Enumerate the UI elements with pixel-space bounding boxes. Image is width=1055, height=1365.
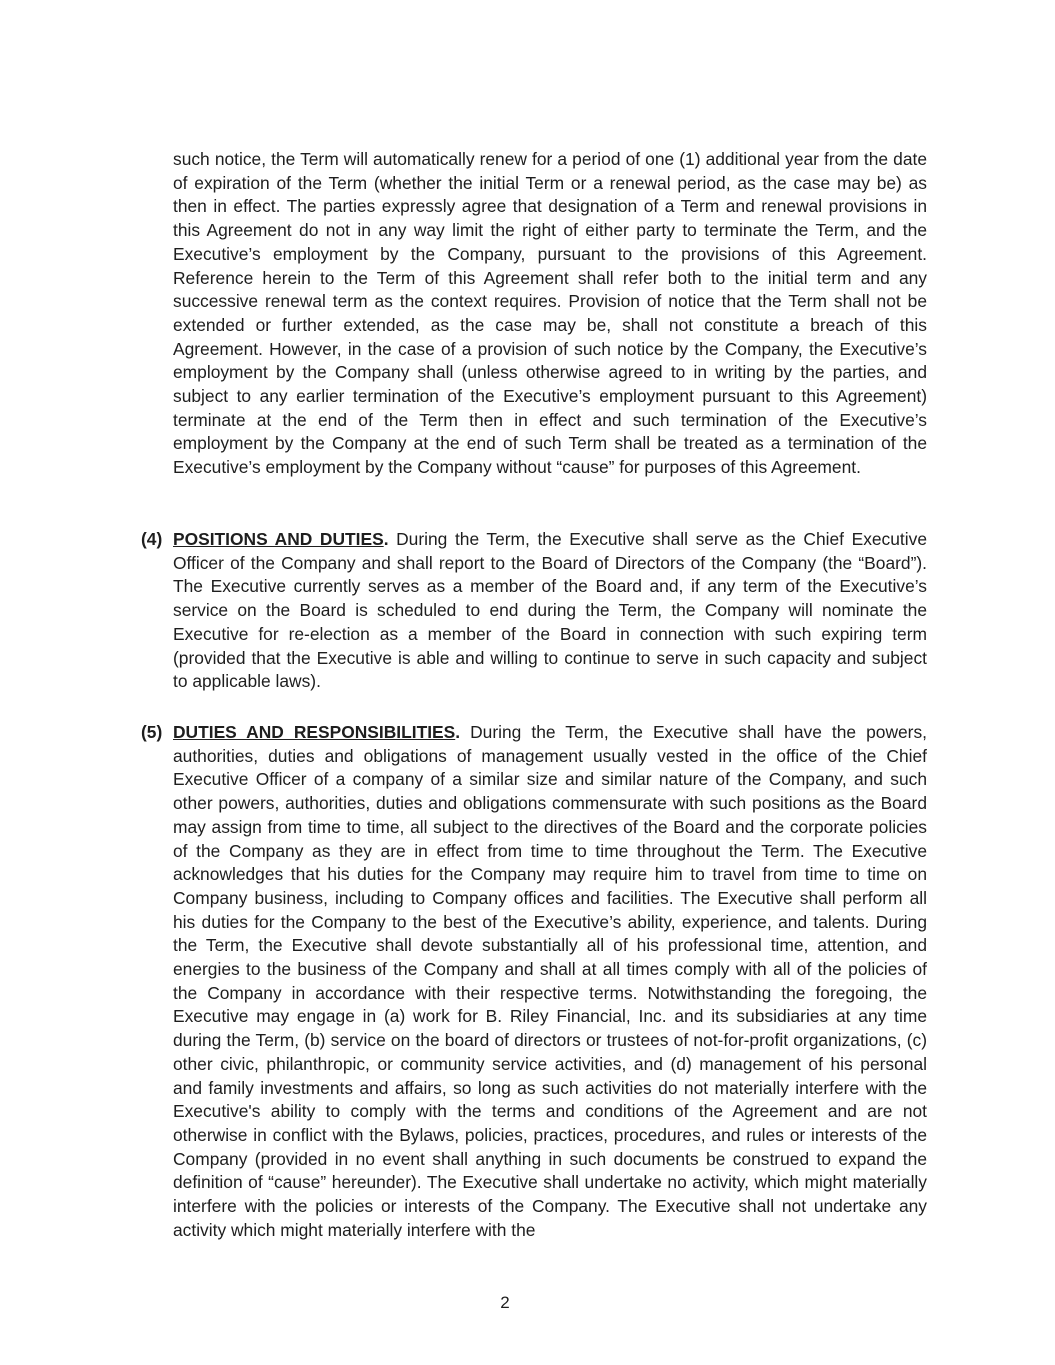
continuation-paragraph: such notice, the Term will automatically renew for a period of one (1) additional year from the date of expiration of the Term (whether the initial Term or a renewal period, as the case may be) as then in effect. The parties expressly agree that designation of a Term and renewal provisions in this Agreement do not in any way limit the right of either party to terminate the Term, and the Executive’s employment by the Company, pursuant to the provisions of this Agreement. Reference herein to the Term of this Agreement shall refer both to the initial term and any successive renewal term as the context requires. Provision of notice that the Term shall not be extended or further extended, as the case may be, shall not constitute a breach of this Agreement. However, in the case of a provision of such notice by the Company, the Executive’s employment by the Company shall (unless otherwise agreed to in writing by the parties, and subject to any earlier termination of the Executive’s employment pursuant to this Agreement) terminate at the end of the Term then in effect and such termination of the Executive’s employment by the Company at the end of such Term shall be treated as a termination of the Executive’s employment by the Company without “cause” for purposes of this Agreement. [173, 149, 927, 478]
heading-punctuation: . [455, 722, 461, 742]
page-number: 2 [500, 1293, 510, 1312]
section-positions-and-duties [173, 528, 927, 694]
section-number: (5) [141, 722, 163, 742]
section-heading: POSITIONS AND DUTIES [173, 529, 384, 549]
section-number: (4) [141, 529, 163, 549]
section-duties-and-responsibilities [173, 721, 927, 1242]
heading-punctuation: . [383, 529, 389, 549]
section-heading: DUTIES AND RESPONSIBILITIES [173, 722, 456, 742]
section-body: During the Term, the Executive shall have the powers, authorities, duties and obligations of management usually vested in the office of the Chief Executive Officer of a company of a similar size and similar nature of the Company, and such other powers, authorities, duties and obligations commensurate with such positions as the Board may assign from time to time, all subject to the directives of the Board and the corporate policies of the Company as they are in effect from time to time throughout the Term. The Executive acknowledges that his duties for the Company may require him to travel from time to time on Company business, including to Company offices and facilities. The Executive shall perform all his duties for the Company to the best of the Executive’s ability, experience, and talents. During the Term, the Executive shall devote substantially all of his professional time, attention, and energies to the business of the Company and shall at all times comply with all of the policies of the Company in accordance with their respective terms. Notwithstanding the foregoing, the Executive may engage in (a) work for B. Riley Financial, Inc. and its subsidiaries at any time during the Term, (b) service on the board of directors or trustees of not-for-profit organizations, (c) other civic, philanthropic, or community service activities, and (d) management of his personal and family investments and affairs, so long as such activities do not materially interfere with the Executive's ability to comply with the terms and conditions of the Agreement and are not otherwise in conflict with the Bylaws, policies, practices, procedures, and rules or interests of the Company (provided in no event shall anything in such documents be construed to expand the definition of “cause” hereunder). The Executive shall undertake no activity, which might materially interfere with the policies or interests of the Company. The Executive shall not undertake any activity which might materially interfere with the [173, 722, 927, 1240]
section-body: During the Term, the Executive shall serve as the Chief Executive Officer of the Company and shall report to the Board of Directors of the Company (the “Board”). The Executive currently serves as a member of the Board and, if any term of the Executive’s service on the Board is scheduled to end during the Term, the Company will nominate the Executive for re-election as a member of the Board in connection with such expiring term (provided that the Executive is able and willing to continue to serve in such capacity and subject to applicable laws). [173, 529, 927, 692]
